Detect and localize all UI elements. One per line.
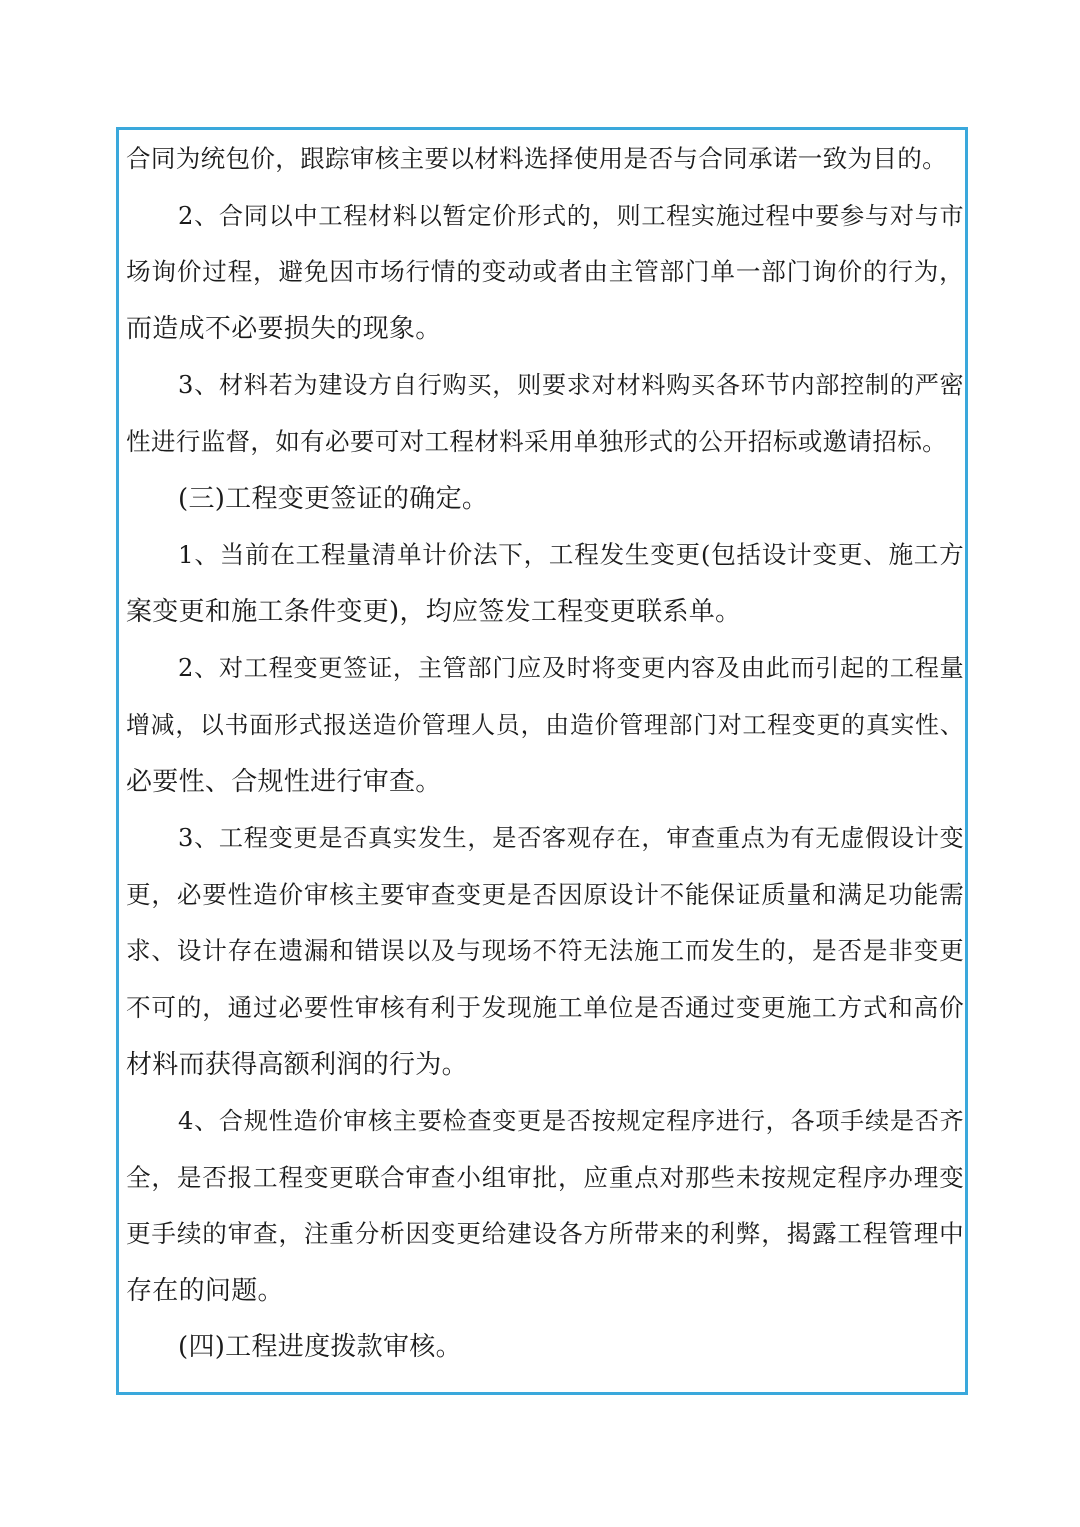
- text-line: 3、材料若为建设方自行购买，则要求对材料购买各环节内部控制的严密: [178, 371, 964, 400]
- text-line: 更手续的审查，注重分析因变更给建设各方所带来的利弊，揭露工程管理中: [126, 1219, 964, 1249]
- text-line: 场询价过程，避免因市场行情的变动或者由主管部门单一部门询价的行为，: [126, 257, 964, 287]
- text-line: 增减，以书面形式报送造价管理人员，由造价管理部门对工程变更的真实性、: [126, 710, 964, 739]
- text-line: 2、对工程变更签证，主管部门应及时将变更内容及由此而引起的工程量: [178, 654, 964, 683]
- text-line: (四)工程进度拨款审核。: [178, 1332, 462, 1363]
- document-body: [126, 131, 964, 1376]
- text-line: 而造成不必要损失的现象。: [126, 313, 442, 344]
- text-line: 案变更和施工条件变更)，均应签发工程变更联系单。: [126, 596, 742, 627]
- text-line: 2、合同以中工程材料以暂定价形式的，则工程实施过程中要参与对与市: [178, 201, 964, 230]
- text-line: 不可的，通过必要性审核有利于发现施工单位是否通过变更施工方式和高价: [126, 992, 964, 1022]
- text-line: 更，必要性造价审核主要审查变更是否因原设计不能保证质量和满足功能需: [126, 879, 964, 909]
- text-line: 合同为统包价，跟踪审核主要以材料选择使用是否与合同承诺一致为目的。: [126, 144, 947, 173]
- text-line: 求、设计存在遗漏和错误以及与现场不符无法施工而发生的，是否是非变更: [126, 936, 964, 966]
- text-line: 材料而获得高额利润的行为。: [126, 1049, 468, 1080]
- text-line: 存在的问题。: [126, 1275, 284, 1306]
- text-line: 全，是否报工程变更联合审查小组审批，应重点对那些未按规定程序办理变: [126, 1162, 964, 1192]
- text-line: 1、当前在工程量清单计价法下，工程发生变更(包括设计变更、施工方: [178, 540, 964, 570]
- text-line: (三)工程变更签证的确定。: [178, 483, 489, 514]
- text-line: 3、工程变更是否真实发生，是否客观存在，审查重点为有无虚假设计变: [178, 824, 964, 853]
- text-line: 4、合规性造价审核主要检查变更是否按规定程序进行，各项手续是否齐: [178, 1107, 964, 1136]
- text-line: 性进行监督，如有必要可对工程材料采用单独形式的公开招标或邀请招标。: [126, 426, 947, 456]
- text-line: 必要性、合规性进行审查。: [126, 766, 442, 797]
